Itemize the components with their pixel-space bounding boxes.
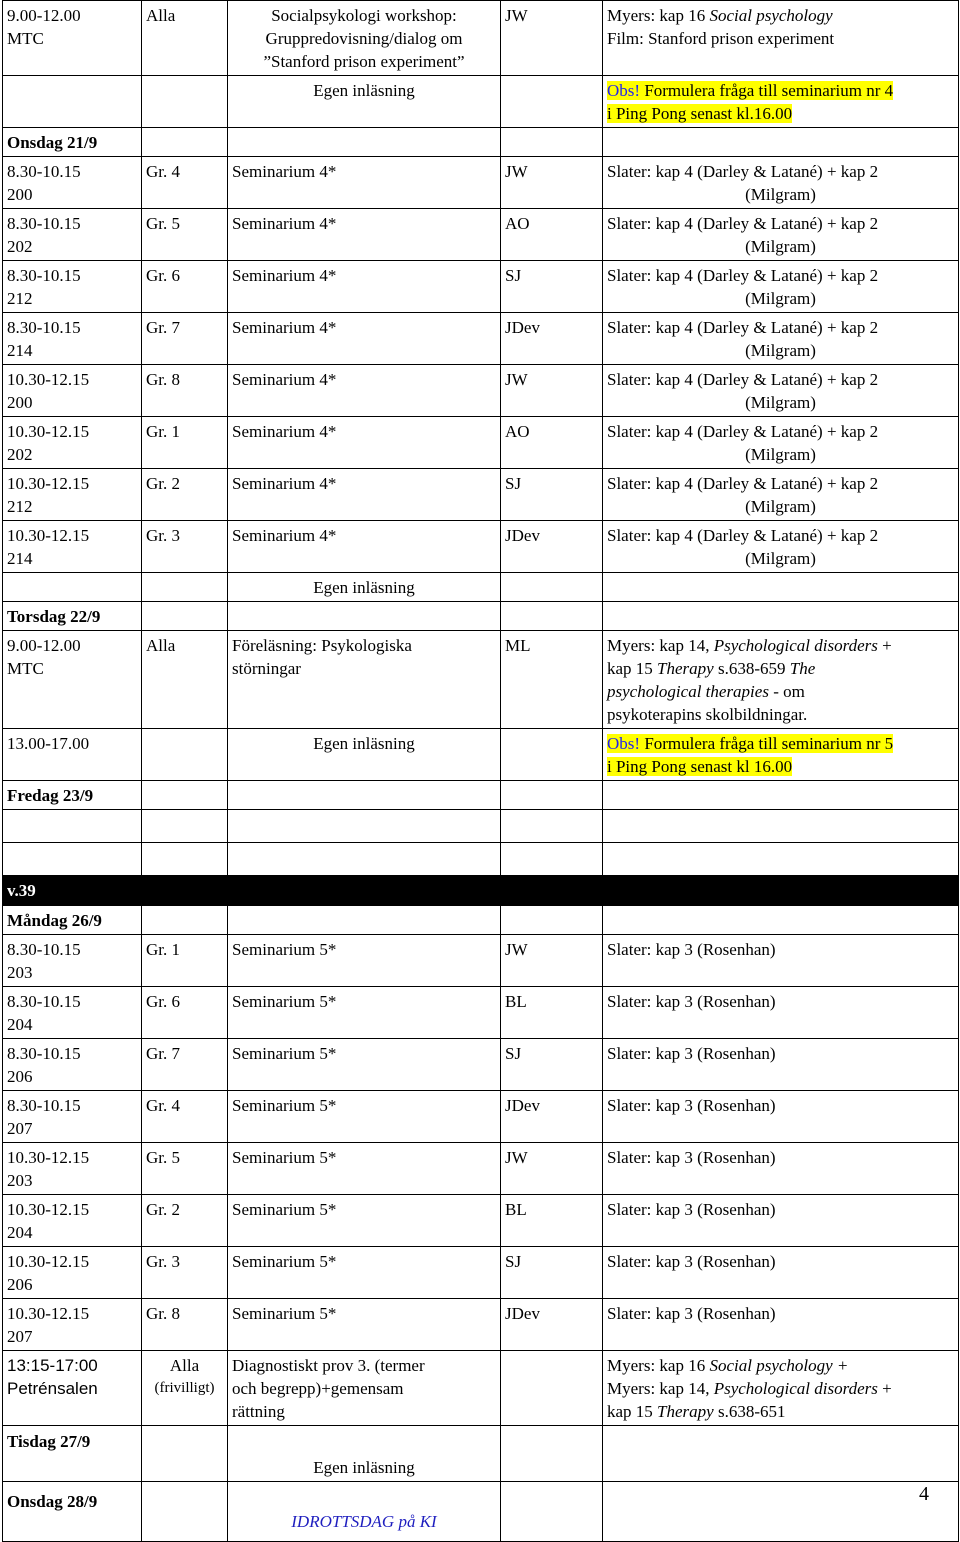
time-cell [3,261,142,313]
reading-text: (Milgram) [745,237,816,256]
reading-text: Slater: kap 3 (Rosenhan) [607,1252,776,1271]
day-label: Tisdag 27/9 [3,1426,142,1482]
reading-text: (Milgram) [745,497,816,516]
teacher-cell: JW [501,1,603,76]
room-text: 214 [7,549,33,568]
group-cell: Gr. 4 [142,157,228,209]
reading-text: Slater: kap 3 (Rosenhan) [607,1304,776,1323]
table-row [3,469,959,521]
teacher-cell: JDev [501,1091,603,1143]
activity-cell: Seminarium 4* [228,313,501,365]
reading-cell [603,1039,959,1091]
activity-cell: IDROTTSDAG på KI [228,1482,501,1542]
time-text: 10.30-12.15 [7,1200,90,1219]
table-row [3,987,959,1039]
reading-text: (Milgram) [745,185,816,204]
day-label: Onsdag 28/9 [3,1482,142,1542]
time-cell [3,1039,142,1091]
empty-row [3,810,959,843]
reading-text: (Milgram) [745,341,816,360]
time-cell [3,1143,142,1195]
group-cell: Gr. 2 [142,469,228,521]
room-text: 202 [7,237,33,256]
group-cell: Gr. 6 [142,987,228,1039]
table-row [3,729,959,781]
time-text: 8.30-10.15 [7,162,81,181]
reading-text: Slater: kap 4 (Darley & Latané) + kap 2 [607,214,879,233]
teacher-cell: ML [501,631,603,729]
reading-cell: Myers: kap 16 Social psychology + Myers: kap 14, Psychological disorders + kap 15 Therapy s.638-651 [603,1351,959,1426]
time-text: 8.30-10.15 [7,266,81,285]
time-text: 8.30-10.15 [7,1044,81,1063]
week-label: v.39 [3,876,959,906]
group-cell: Gr. 2 [142,1195,228,1247]
room-text: 214 [7,341,33,360]
teacher-cell: JDev [501,1299,603,1351]
room-text: 200 [7,393,33,412]
group-cell: Gr. 5 [142,1143,228,1195]
activity-cell: Seminarium 4* [228,521,501,573]
room-text: 204 [7,1223,33,1242]
table-row [3,76,959,128]
room-text: 204 [7,1015,33,1034]
reading-text: Slater: kap 4 (Darley & Latané) + kap 2 [607,318,879,337]
time-cell [3,521,142,573]
time-cell: 9.00-12.00 MTC [3,631,142,729]
table-row [3,1039,959,1091]
time-cell [3,157,142,209]
teacher-cell: SJ [501,1247,603,1299]
table-row [3,935,959,987]
teacher-cell: SJ [501,469,603,521]
table-row [3,417,959,469]
day-row [3,1426,959,1482]
table-row [3,521,959,573]
reading-text: Slater: kap 3 (Rosenhan) [607,1096,776,1115]
time-cell [3,1195,142,1247]
room-text: 207 [7,1119,33,1138]
teacher-cell: AO [501,417,603,469]
activity-cell: Seminarium 5* [228,1299,501,1351]
reading-text: Slater: kap 3 (Rosenhan) [607,992,776,1011]
time-text: 8.30-10.15 [7,940,81,959]
activity-cell: Egen inläsning [228,573,501,602]
group-cell: Gr. 8 [142,365,228,417]
day-label: Onsdag 21/9 [3,128,142,157]
activity-cell: Seminarium 4* [228,417,501,469]
teacher-cell: SJ [501,1039,603,1091]
reading-cell [603,469,959,521]
activity-cell: Egen inläsning [228,76,501,128]
teacher-cell: JW [501,935,603,987]
reading-text: (Milgram) [745,289,816,308]
activity-cell: Seminarium 4* [228,261,501,313]
reading-cell [603,521,959,573]
room-text: 203 [7,963,33,982]
room-text: 202 [7,445,33,464]
reading-cell [603,935,959,987]
time-text: 10.30-12.15 [7,526,90,545]
time-text: 8.30-10.15 [7,992,81,1011]
table-row [3,1299,959,1351]
teacher-cell: BL [501,1195,603,1247]
reading-cell [603,417,959,469]
teacher-cell: JDev [501,521,603,573]
time-cell [3,76,142,128]
room-text: 200 [7,185,33,204]
time-cell [3,209,142,261]
table-row [3,1143,959,1195]
day-label: Torsdag 22/9 [3,602,142,631]
teacher-cell: AO [501,209,603,261]
group-cell: Alla (frivilligt) [142,1351,228,1426]
time-cell [3,469,142,521]
time-text: 8.30-10.15 [7,214,81,233]
time-cell [3,1091,142,1143]
reading-text: (Milgram) [745,445,816,464]
teacher-cell: JW [501,157,603,209]
reading-cell [603,365,959,417]
group-cell: Gr. 8 [142,1299,228,1351]
time-cell [3,313,142,365]
time-cell [3,1299,142,1351]
reading-cell [603,1195,959,1247]
activity-cell: Seminarium 4* [228,209,501,261]
activity-cell: Seminarium 5* [228,1143,501,1195]
activity-cell: Socialpsykologi workshop: Gruppredovisning/dialog om ”Stanford prison experiment” [228,1,501,76]
room-text: 212 [7,289,33,308]
activity-cell: Seminarium 4* [228,365,501,417]
note-cell: Obs! Formulera fråga till seminarium nr 4 i Ping Pong senast kl.16.00 [603,76,959,128]
activity-cell: Diagnostiskt prov 3. (termer och begrepp)+gemensam rättning [228,1351,501,1426]
table-row [3,631,959,729]
reading-text: Slater: kap 3 (Rosenhan) [607,1200,776,1219]
table-row [3,1091,959,1143]
reading-cell: Myers: kap 16 Social psychology Film: Stanford prison experiment [603,1,959,76]
reading-cell [603,313,959,365]
group-cell: Gr. 7 [142,1039,228,1091]
day-label: Måndag 26/9 [3,906,142,935]
activity-cell: Seminarium 5* [228,935,501,987]
table-row [3,1,959,76]
time-text: 10.30-12.15 [7,474,90,493]
reading-text: Slater: kap 3 (Rosenhan) [607,1148,776,1167]
reading-text: (Milgram) [745,549,816,568]
activity-cell: Seminarium 5* [228,1195,501,1247]
time-cell: 13:15-17:00 Petrénsalen [3,1351,142,1426]
group-cell: Alla [142,631,228,729]
reading-cell [603,209,959,261]
reading-text: Slater: kap 4 (Darley & Latané) + kap 2 [607,266,879,285]
room-text: 206 [7,1275,33,1294]
time-cell [3,365,142,417]
group-cell: Gr. 3 [142,1247,228,1299]
reading-cell [603,261,959,313]
reading-text: Slater: kap 3 (Rosenhan) [607,940,776,959]
reading-text: Slater: kap 4 (Darley & Latané) + kap 2 [607,162,879,181]
teacher-cell: JDev [501,313,603,365]
group-cell: Gr. 6 [142,261,228,313]
time-text: 10.30-12.15 [7,1148,90,1167]
reading-text: Slater: kap 4 (Darley & Latané) + kap 2 [607,526,879,545]
reading-text: Slater: kap 4 (Darley & Latané) + kap 2 [607,370,879,389]
group-cell [142,76,228,128]
table-row [3,1195,959,1247]
table-row [3,261,959,313]
group-cell: Gr. 4 [142,1091,228,1143]
day-row [3,602,959,631]
teacher-cell: JW [501,365,603,417]
reading-cell: Myers: kap 14, Psychological disorders + kap 15 Therapy s.638-659 The psychological therapies - om psykoterapins skolbildningar. [603,631,959,729]
table-row [3,209,959,261]
time-text: 8.30-10.15 [7,1096,81,1115]
time-cell: 9.00-12.00 MTC [3,1,142,76]
time-text: 10.30-12.15 [7,370,90,389]
reading-cell [603,1091,959,1143]
table-row [3,1351,959,1426]
activity-cell: Seminarium 5* [228,987,501,1039]
time-text: 10.30-12.15 [7,1304,90,1323]
activity-cell: Seminarium 5* [228,1091,501,1143]
day-label: Fredag 23/9 [3,781,142,810]
reading-cell [603,157,959,209]
page-number: 4 [919,1483,929,1505]
time-text: 10.30-12.15 [7,422,90,441]
time-cell [3,1247,142,1299]
room-text: 206 [7,1067,33,1086]
teacher-cell: JW [501,1143,603,1195]
time-cell: 13.00-17.00 [3,729,142,781]
reading-cell [603,1143,959,1195]
time-cell [3,935,142,987]
room-text: 212 [7,497,33,516]
room-text: 203 [7,1171,33,1190]
table-row [3,573,959,602]
table-row [3,365,959,417]
time-cell [3,987,142,1039]
week-row [3,876,959,906]
day-row [3,906,959,935]
schedule-table [2,0,959,1542]
reading-cell [603,987,959,1039]
activity-cell: Egen inläsning [228,1426,501,1482]
note-cell: Obs! Formulera fråga till seminarium nr 5 i Ping Pong senast kl 16.00 [603,729,959,781]
table-row [3,1247,959,1299]
activity-cell: Seminarium 4* [228,469,501,521]
table-row [3,157,959,209]
activity-cell: Seminarium 5* [228,1247,501,1299]
reading-cell [603,1247,959,1299]
group-cell: Gr. 5 [142,209,228,261]
reading-cell [603,1299,959,1351]
group-cell: Gr. 1 [142,935,228,987]
time-text: 8.30-10.15 [7,318,81,337]
activity-cell: Seminarium 4* [228,157,501,209]
table-row [3,313,959,365]
teacher-cell [501,76,603,128]
teacher-cell: BL [501,987,603,1039]
day-row [3,128,959,157]
activity-cell: Seminarium 5* [228,1039,501,1091]
reading-text: Slater: kap 4 (Darley & Latané) + kap 2 [607,474,879,493]
group-cell: Alla [142,1,228,76]
teacher-cell: SJ [501,261,603,313]
time-cell [3,417,142,469]
activity-cell: Egen inläsning [228,729,501,781]
room-text: 207 [7,1327,33,1346]
activity-cell: Föreläsning: Psykologiska störningar [228,631,501,729]
group-cell: Gr. 3 [142,521,228,573]
empty-row [3,843,959,876]
reading-text: Slater: kap 3 (Rosenhan) [607,1044,776,1063]
reading-text: Slater: kap 4 (Darley & Latané) + kap 2 [607,422,879,441]
reading-text: (Milgram) [745,393,816,412]
time-text: 10.30-12.15 [7,1252,90,1271]
day-row [3,1482,959,1542]
group-cell: Gr. 7 [142,313,228,365]
group-cell: Gr. 1 [142,417,228,469]
day-row [3,781,959,810]
